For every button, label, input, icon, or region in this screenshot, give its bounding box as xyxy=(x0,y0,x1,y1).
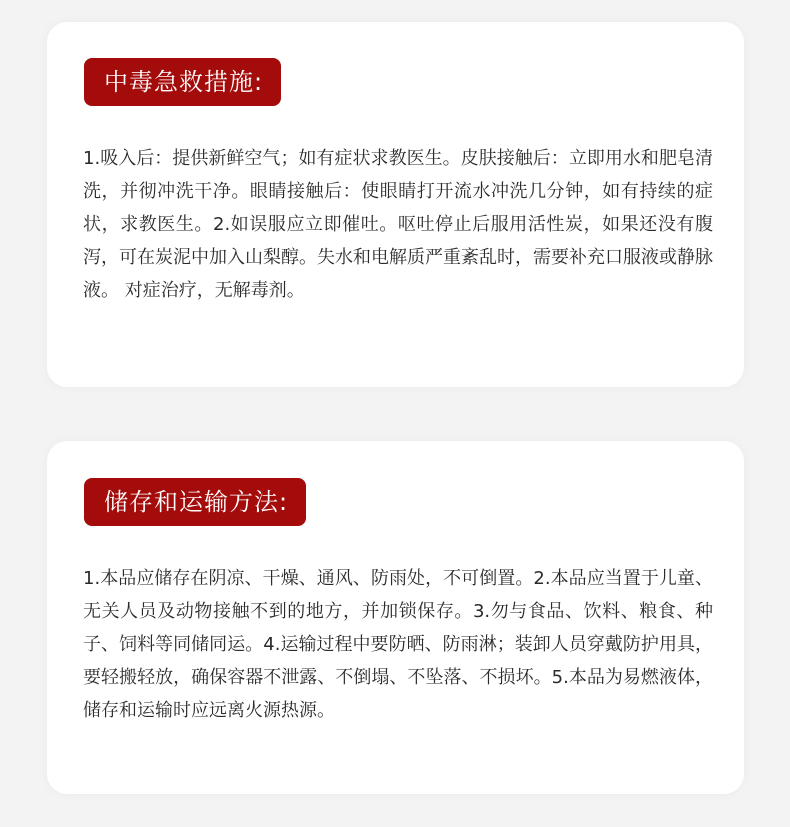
first-aid-title: 中毒急救措施: xyxy=(84,58,281,106)
first-aid-card xyxy=(47,22,744,387)
storage-transport-title: 储存和运输方法: xyxy=(84,478,306,526)
storage-transport-card xyxy=(47,441,744,794)
storage-transport-text: 1.本品应储存在阴凉、干燥、通风、防雨处，不可倒置。2.本品应当置于儿童、无关人员及动物接触不到的地方，并加锁保存。3.勿与食品、饮料、粮食、种子、饲料等同储同运。4.运输过程中要防晒、防雨淋；装卸人员穿戴防护用具，要轻搬轻放，确保容器不泄露、不倒塌、不坠落、不损坏。5.本品为易燃液体，储存和运输时应远离火源热源。 xyxy=(83,568,713,721)
first-aid-text: 1.吸入后：提供新鲜空气；如有症状求教医生。皮肤接触后：立即用水和肥皂清洗，并彻冲洗干净。眼睛接触后：使眼睛打开流水冲洗几分钟，如有持续的症状，求教医生。2.如误服应立即催吐。呕吐停止后服用活性炭，如果还没有腹泻，可在炭泥中加入山梨醇。失水和电解质严重紊乱时，需要补充口服液或静脉液。 对症治疗，无解毒剂。 xyxy=(83,148,713,301)
